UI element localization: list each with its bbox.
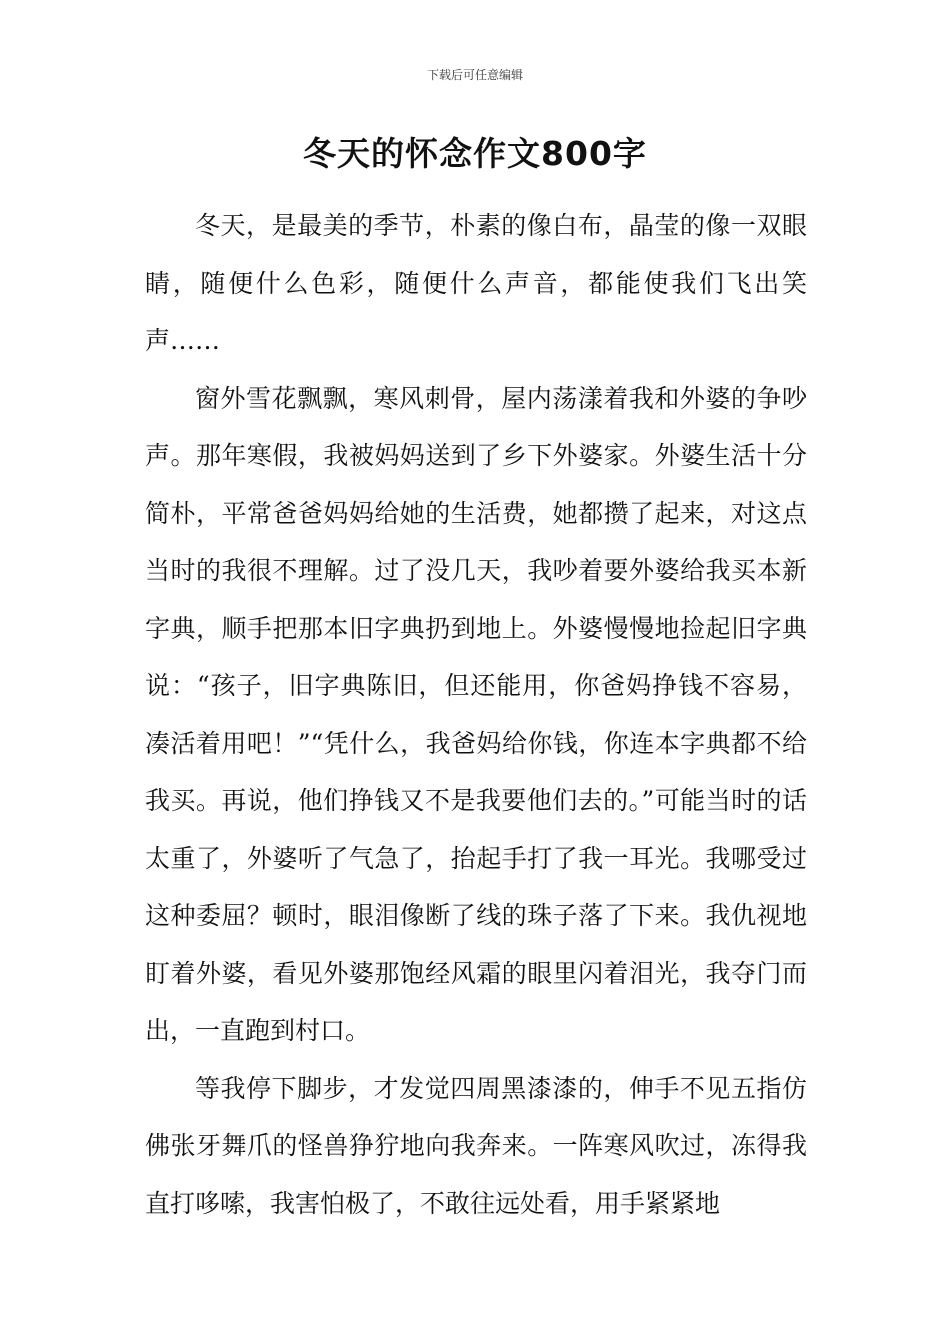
paragraph-3: 等我停下脚步，才发觉四周黑漆漆的，伸手不见五指仿佛张牙舞爪的怪兽狰狞地向我奔来。一阵寒风吹过，冻得我直打哆嗦，我害怕极了，不敢往远处看，用手紧紧地 <box>145 1073 807 1218</box>
document-body <box>145 197 807 1232</box>
paragraph-1: 冬天，是最美的季节，朴素的像白布，晶莹的像一双眼睛，随便什么色彩，随便什么声音，都能使我们飞出笑声…… <box>145 211 807 355</box>
paragraph-2: 窗外雪花飘飘，寒风刺骨，屋内荡漾着我和外婆的争吵声。那年寒假，我被妈妈送到了乡下外婆家。外婆生活十分简朴，平常爸爸妈妈给她的生活费，她都攒了起来，对这点当时的我很不理解。过了没几天，我吵着要外婆给我买本新字典，顺手把那本旧字典扔到地上。外婆慢慢地捡起旧字典说：“孩子，旧字典陈旧，但还能用，你爸妈挣钱不容易，凑活着用吧！”“凭什么，我爸妈给你钱，你连本字典都不给我买。再说，他们挣钱又不是我要他们去的。”可能当时的话太重了，外婆听了气急了，抬起手打了我一耳光。我哪受过这种委屈？顿时，眼泪像断了线的珠子落了下来。我仇视地盯着外婆，看见外婆那饱经风霜的眼里闪着泪光，我夺门而出，一直跑到村口。 <box>145 383 807 1045</box>
header-note: 下载后可任意编辑 <box>426 68 523 82</box>
document-title: 冬天的怀念作文800字 <box>303 134 647 173</box>
